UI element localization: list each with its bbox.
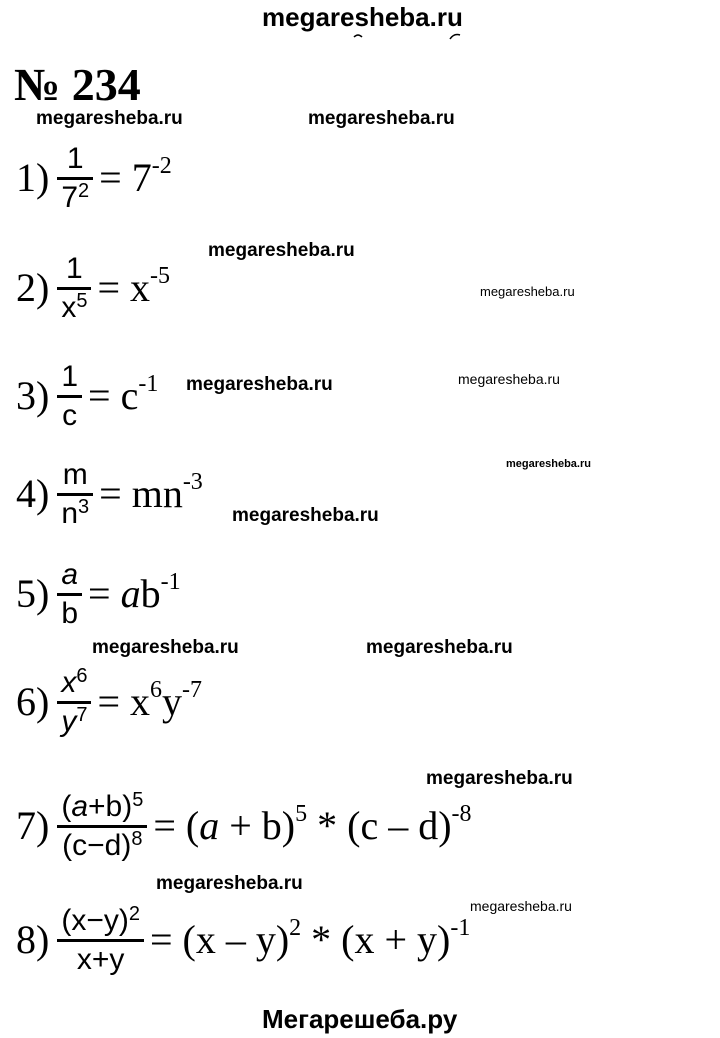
- numerator: $x^6$: [61, 664, 88, 699]
- fraction: [57, 141, 93, 214]
- denominator: $x^5$: [61, 289, 88, 324]
- right-hand-side: = $x^6y^{-7}$: [97, 677, 203, 724]
- header-site-name: megaresheba.ru: [262, 2, 463, 32]
- equation-row-2: [16, 248, 170, 328]
- watermark: megaresheba.ru: [36, 108, 183, 129]
- watermark: megaresheba.ru: [232, 505, 379, 526]
- item-label: 8): [16, 917, 50, 962]
- denominator: x+y: [76, 942, 125, 976]
- fraction: [57, 902, 144, 976]
- denominator: c: [62, 398, 78, 432]
- item-label: 2): [16, 265, 50, 310]
- fraction: [57, 557, 82, 630]
- watermark: megaresheba.ru: [426, 768, 573, 789]
- item-label: 7): [16, 803, 50, 848]
- watermark: megaresheba.ru: [92, 637, 239, 658]
- right-hand-side: = $c^{-1}$: [88, 371, 159, 418]
- right-hand-side: = $7^{-2}$: [99, 153, 172, 200]
- right-hand-side: = $ab^{-1}$: [88, 569, 181, 616]
- problem-title: № 234: [14, 59, 141, 110]
- numerator: $(a+b)^5$: [61, 788, 144, 823]
- item-label: 3): [16, 373, 50, 418]
- fraction: [57, 359, 82, 432]
- item-label: 1): [16, 155, 50, 200]
- watermark: megaresheba.ru: [458, 371, 560, 387]
- denominator: b: [61, 596, 79, 630]
- fraction: [57, 457, 93, 530]
- fraction: [57, 251, 91, 324]
- denominator: $y^7$: [61, 703, 88, 738]
- watermark: megaresheba.ru: [186, 374, 333, 395]
- fraction: [57, 664, 91, 738]
- right-hand-side: = $mn^{-3}$: [99, 469, 203, 516]
- header-artifact-marks: [350, 31, 470, 41]
- equation-row-8: [16, 900, 470, 980]
- item-label: 6): [16, 679, 50, 724]
- right-hand-side: = $(x - y)^2 * (x + y)^{-1}$: [149, 915, 471, 962]
- denominator: $(c-d)^8$: [62, 827, 143, 862]
- numerator: a: [61, 557, 79, 591]
- numerator: $(x-y)^2$: [61, 902, 140, 937]
- equation-row-4: [16, 454, 203, 534]
- watermark: megaresheba.ru: [156, 873, 303, 894]
- watermark: megaresheba.ru: [208, 240, 355, 261]
- numerator: m: [62, 457, 88, 491]
- numerator: 1: [66, 141, 84, 175]
- equation-row-3: [16, 356, 158, 436]
- numerator: 1: [61, 359, 79, 393]
- equation-row-7: [16, 786, 472, 866]
- right-hand-side: = $x^{-5}$: [97, 263, 171, 310]
- watermark: megaresheba.ru: [480, 284, 575, 299]
- equation-row-6: [16, 662, 202, 742]
- watermark: megaresheba.ru: [470, 898, 572, 914]
- watermark: megaresheba.ru: [308, 108, 455, 129]
- fraction: [57, 788, 147, 862]
- header-artifact: [350, 28, 470, 38]
- equation-row-5: [16, 554, 181, 634]
- equation-row-1: [16, 138, 172, 218]
- right-hand-side: = $(a + b)^5 * (c - d)^{-8}$: [153, 801, 472, 848]
- watermark: megaresheba.ru: [366, 637, 513, 658]
- item-label: 5): [16, 571, 50, 616]
- denominator: $n^3$: [61, 495, 90, 530]
- denominator: $7^2$: [61, 179, 90, 214]
- watermark: megaresheba.ru: [506, 458, 591, 470]
- numerator: 1: [66, 251, 83, 285]
- item-label: 4): [16, 471, 50, 516]
- footer-site-name: Мегарешеба.ру: [262, 1004, 458, 1034]
